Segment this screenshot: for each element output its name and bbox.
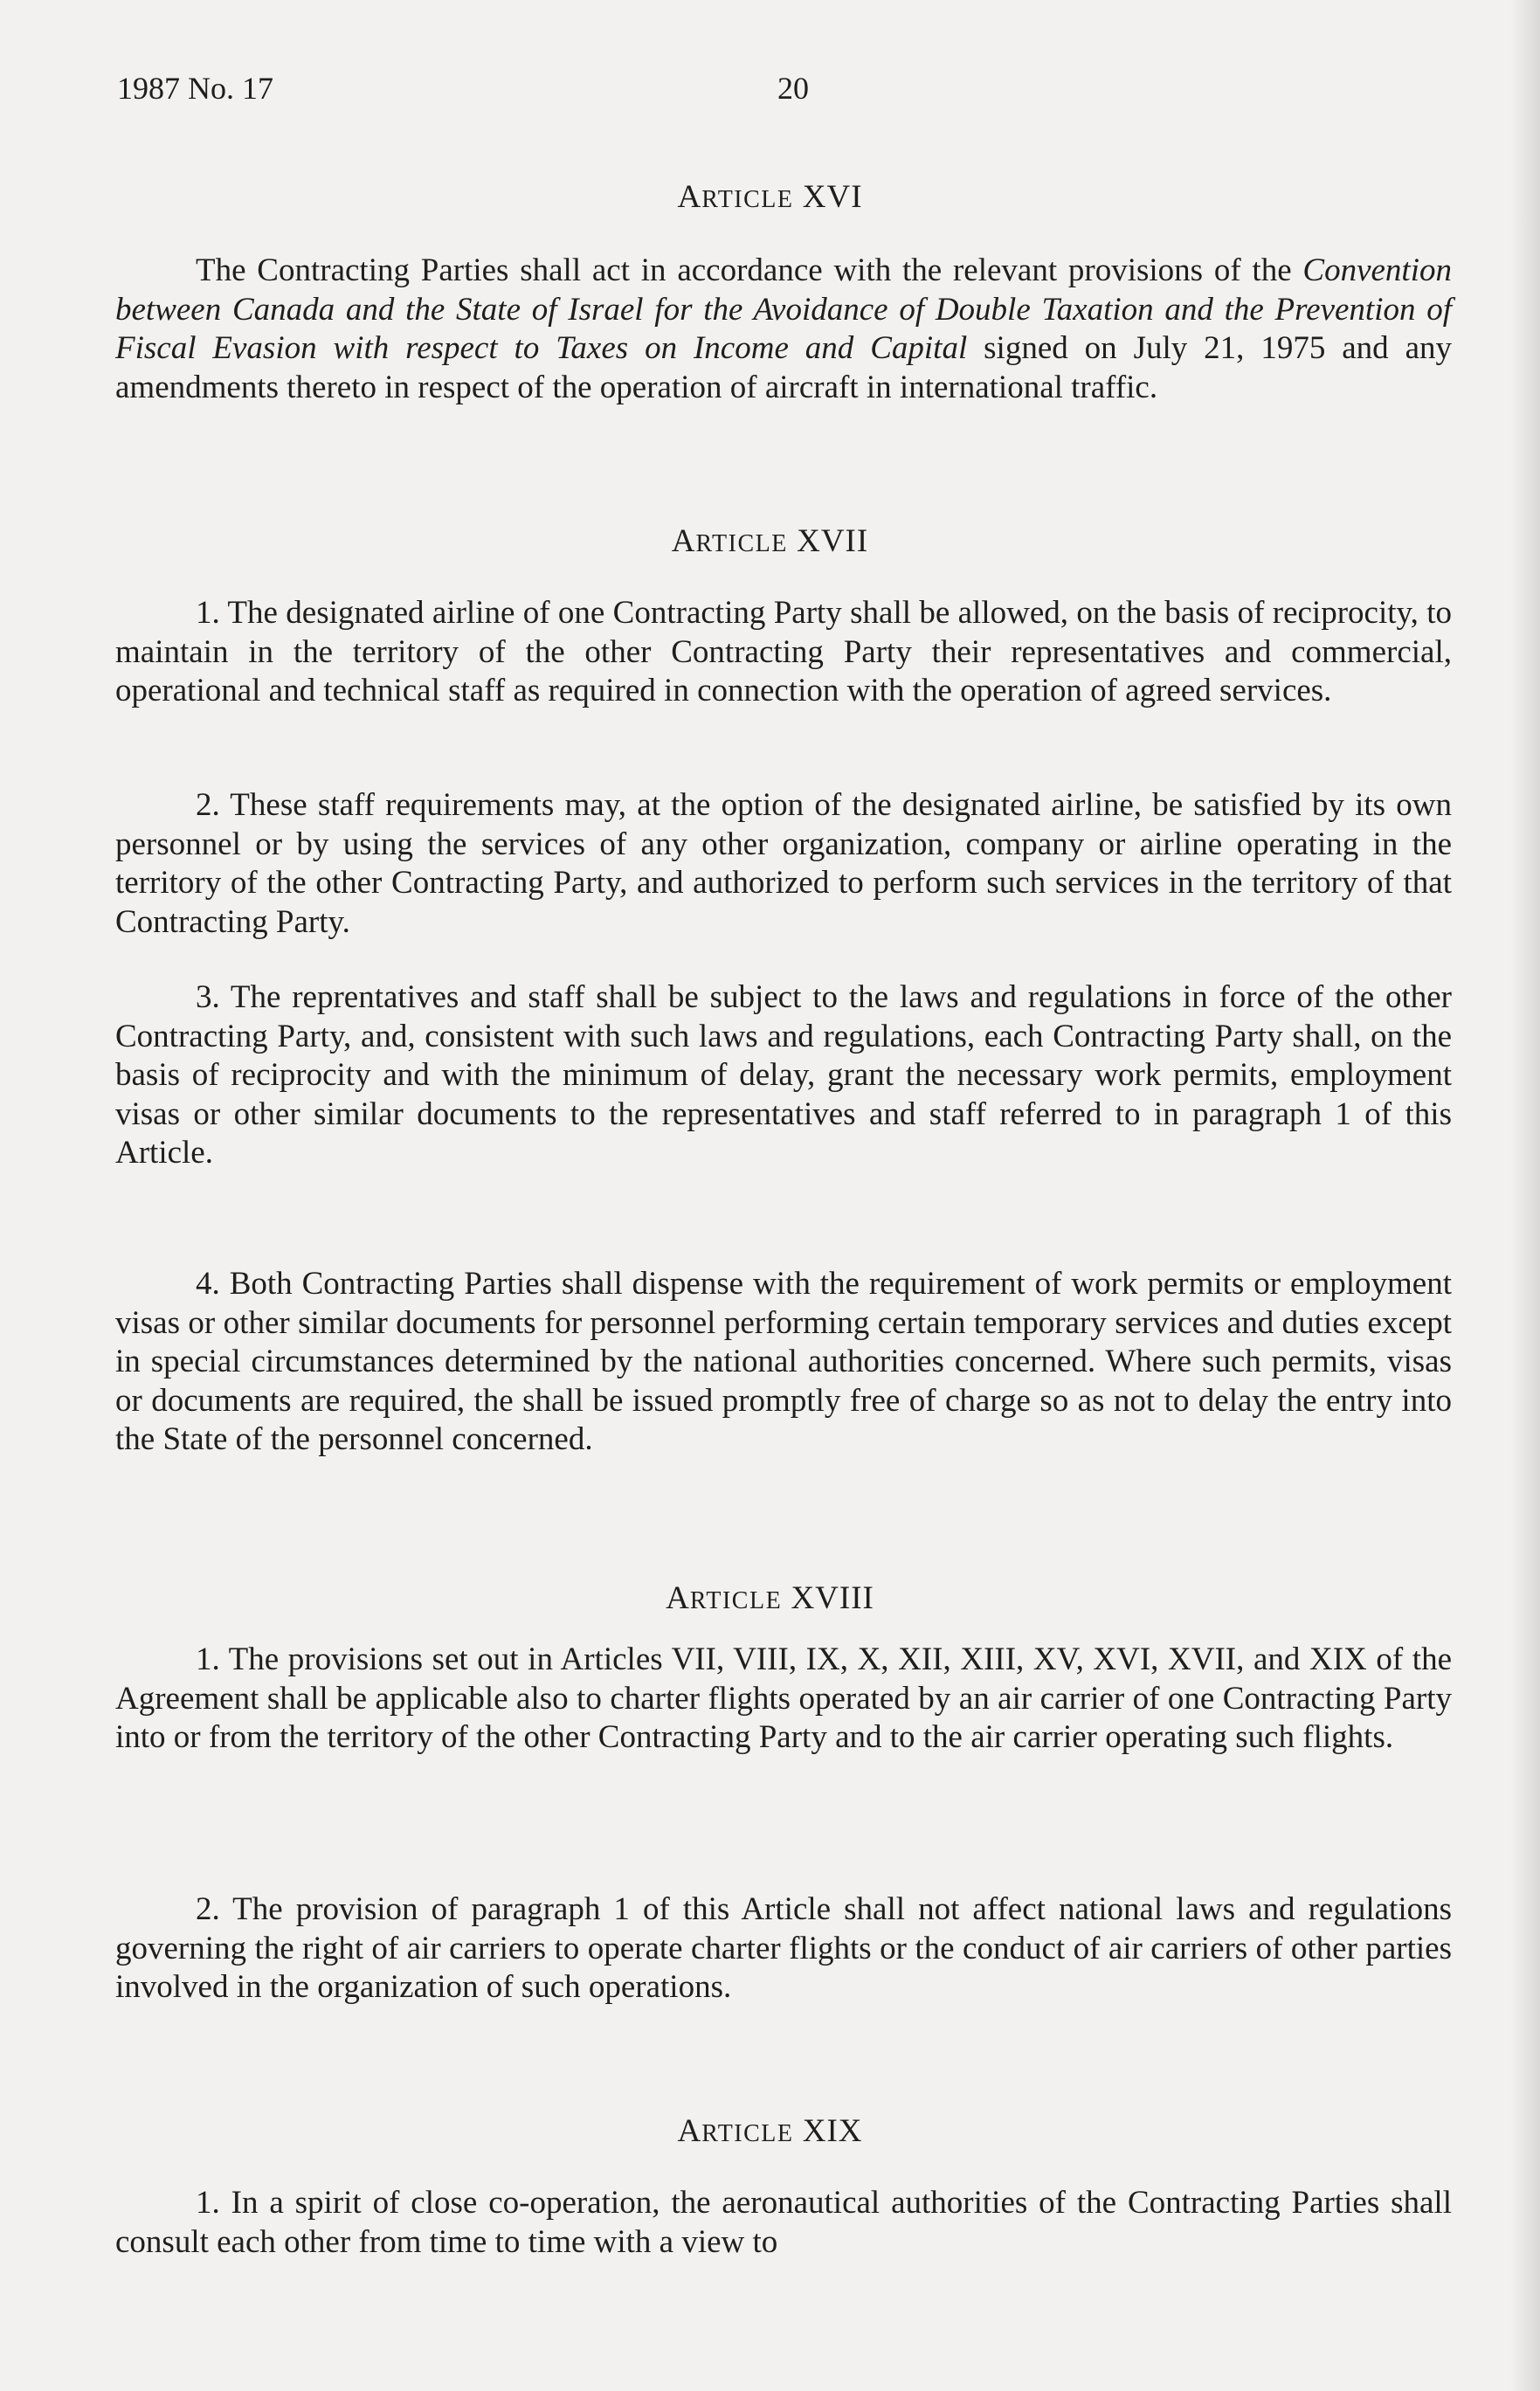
paragraph-text: 3. The reprentatives and staff shall be subject to the laws and regulations in force of the other Contracting Party, and, consistent with such laws and regulations, each Contracting Party shall, on the basis of reciprocity and with the minimum of delay, grant the necessary work permits, employment visas or other similar documents to the representatives and staff referred to in paragraph 1 of this Article. — [115, 979, 1452, 1171]
article-xviii-paragraph-1 — [115, 1641, 1452, 1758]
paragraph-text: 1. In a spirit of close co-operation, the aeronautical authorities of the Contracting Parties shall consult each other from time to time with a view to — [115, 2185, 1452, 2260]
heading-initial: A — [671, 523, 696, 559]
heading-numeral: XVI — [802, 179, 863, 215]
convention-title: Convention between Canada and the State of Israel for the Avoidance of Double Taxation and the Prevention of Fiscal Evasion with respect to Taxes on Income and Capital — [115, 252, 1452, 366]
article-xix-paragraph-1 — [115, 2184, 1452, 2262]
article-xvii-paragraph-2 — [115, 786, 1452, 942]
paragraph-text: 2. These staff requirements may, at the option of the designated airline, be satisfied by its own personnel or by using the services of any other organization, company or airline operating in the territory of the other Contracting Party, and authorized to perform such services in the territory of that Contracting Party. — [115, 787, 1452, 940]
paragraph-text: 1. The provisions set out in Articles VII, VIII, IX, X, XII, XIII, XV, XVI, XVII, and XIX of the Agreement shall be applicable also to charter flights operated by an air carrier of one Contracting Party into or from the territory of the other Contracting Party and to the air carrier operating such flights. — [115, 1641, 1452, 1755]
article-heading-xvii — [0, 521, 1540, 565]
article-xvii-paragraph-4 — [115, 1265, 1452, 1460]
article-heading-xvi — [0, 176, 1540, 221]
article-xvii-paragraph-3 — [115, 978, 1452, 1173]
paragraph-text: 1. The designated airline of one Contracting Party shall be allowed, on the basis of reciprocity, to maintain in the territory of the other Contracting Party their representatives and commercial, operational and technical staff as required in connection with the operation of agreed services. — [115, 595, 1452, 708]
heading-smallcaps: RTICLE — [701, 186, 794, 213]
heading-numeral: XVIII — [791, 1580, 874, 1616]
heading-numeral: XVII — [797, 523, 869, 559]
article-xvi-paragraph — [115, 252, 1452, 407]
paragraph-text: 2. The provision of paragraph 1 of this Article shall not affect national laws and regulations governing the right of air carriers to operate charter flights or the conduct of air carriers of other parties involved in the organization of such operations. — [115, 1891, 1452, 2005]
article-xvii-paragraph-1 — [115, 594, 1452, 711]
page-number: 20 — [777, 71, 809, 106]
heading-initial: A — [677, 2113, 702, 2149]
article-heading-xviii — [0, 1578, 1540, 1622]
heading-numeral: XIX — [802, 2113, 863, 2149]
statute-reference: 1987 No. 17 — [117, 71, 273, 106]
heading-smallcaps: RTICLE — [689, 1587, 783, 1614]
article-heading-xix — [0, 2111, 1540, 2155]
heading-smallcaps: RTICLE — [701, 2120, 794, 2147]
heading-initial: A — [666, 1580, 690, 1616]
paragraph-text: 4. Both Contracting Parties shall dispense with the requirement of work permits or employment visas or other similar documents for personnel performing certain temporary services and duties except in special circumstances determined by the national authorities concerned. Where such permits, visas or documents are required, the shall be issued promptly free of charge so as not to delay the entry into the State of the personnel concerned. — [115, 1266, 1452, 1457]
paragraph-text: signed on July 21, 1975 and any amendments thereto in respect of the operation of aircraft in international traffic. — [115, 330, 1453, 405]
paragraph-text: The Contracting Parties shall act in accordance with the relevant provisions of the — [196, 252, 1303, 288]
page-edge-shadow — [1510, 0, 1540, 2391]
heading-initial: A — [677, 179, 702, 215]
heading-smallcaps: RTICLE — [695, 530, 788, 557]
page-header — [0, 66, 1540, 110]
article-xviii-paragraph-2 — [115, 1890, 1452, 2007]
